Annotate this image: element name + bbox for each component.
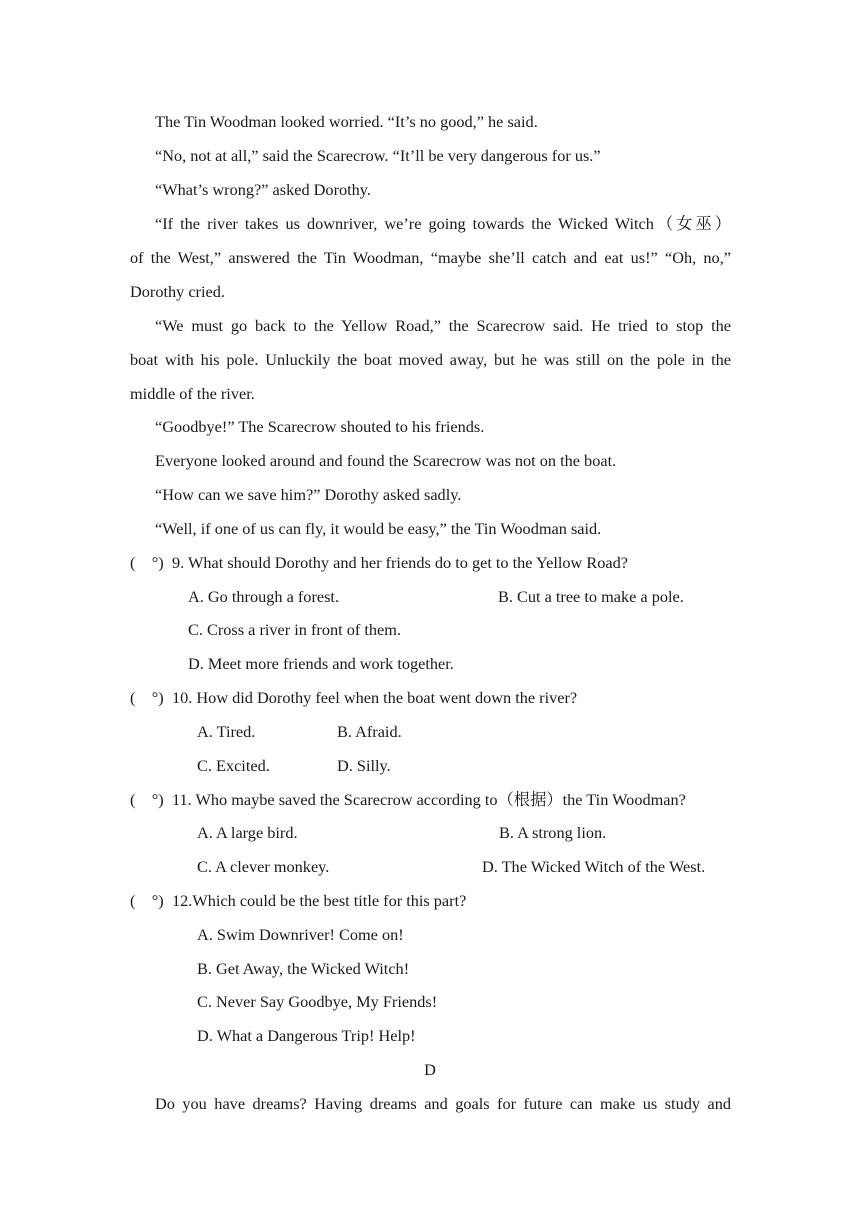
story-paragraph-3: “What’s wrong?” asked Dorothy. (155, 180, 371, 199)
question-12-option-b: B. Get Away, the Wicked Witch! (197, 959, 410, 978)
story-paragraph-5-line-3: middle of the river. (130, 384, 255, 403)
answer-blank-10[interactable]: ( °) (130, 688, 164, 707)
answer-blank-11[interactable]: ( °) (130, 790, 164, 809)
story-paragraph-9: “Well, if one of us can fly, it would be easy,” the Tin Woodman said. (155, 519, 602, 538)
section-heading-d: D (424, 1060, 436, 1079)
question-10-text: 10. How did Dorothy feel when the boat went down the river? (172, 688, 578, 707)
section-d-paragraph-line-1: Do you have dreams? Having dreams and goals for future can make us study and (155, 1094, 731, 1113)
question-10-option-d: D. Silly. (337, 756, 391, 775)
story-paragraph-4-line-1: “If the river takes us downriver, we’re going towards the Wicked Witch（女巫） (155, 214, 731, 233)
question-10 (130, 688, 577, 708)
question-9-text: 9. What should Dorothy and her friends do to get to the Yellow Road? (172, 553, 628, 572)
question-12-option-d: D. What a Dangerous Trip! Help! (197, 1026, 416, 1045)
story-paragraph-2: “No, not at all,” said the Scarecrow. “It’ll be very dangerous for us.” (155, 146, 601, 165)
answer-blank-12[interactable]: ( °) (130, 891, 164, 910)
question-11 (130, 790, 686, 810)
question-9-option-d: D. Meet more friends and work together. (188, 654, 454, 673)
question-12 (130, 891, 466, 911)
question-9 (130, 553, 628, 573)
question-12-option-c: C. Never Say Goodbye, My Friends! (197, 992, 438, 1011)
story-paragraph-8: “How can we save him?” Dorothy asked sadly. (155, 485, 462, 504)
story-paragraph-5-line-1: “We must go back to the Yellow Road,” the Scarecrow said. He tried to stop the (155, 316, 731, 335)
story-paragraph-1: The Tin Woodman looked worried. “It’s no good,” he said. (155, 112, 538, 131)
question-11-option-d: D. The Wicked Witch of the West. (482, 857, 706, 876)
question-11-text: 11. Who maybe saved the Scarecrow according to（根据）the Tin Woodman? (172, 790, 686, 809)
question-11-option-b: B. A strong lion. (499, 823, 607, 842)
question-11-option-a: A. A large bird. (197, 823, 298, 842)
question-10-option-b: B. Afraid. (337, 722, 402, 741)
question-9-option-b: B. Cut a tree to make a pole. (498, 587, 684, 606)
question-10-option-a: A. Tired. (197, 722, 256, 741)
question-10-option-c: C. Excited. (197, 756, 270, 775)
story-paragraph-7: Everyone looked around and found the Scarecrow was not on the boat. (155, 451, 617, 470)
question-12-text: 12.Which could be the best title for this part? (172, 891, 467, 910)
question-9-option-a: A. Go through a forest. (188, 587, 340, 606)
question-12-option-a: A. Swim Downriver! Come on! (197, 925, 404, 944)
story-paragraph-4-line-2: of the West,” answered the Tin Woodman, “maybe she’ll catch and eat us!” “Oh, no,” (130, 248, 731, 267)
story-paragraph-6: “Goodbye!” The Scarecrow shouted to his friends. (155, 417, 485, 436)
answer-blank-9[interactable]: ( °) (130, 553, 164, 572)
question-9-option-c: C. Cross a river in front of them. (188, 620, 401, 639)
story-paragraph-5-line-2: boat with his pole. Unluckily the boat moved away, but he was still on the pole in the (130, 350, 731, 369)
question-11-option-c: C. A clever monkey. (197, 857, 330, 876)
story-paragraph-4-line-3: Dorothy cried. (130, 282, 225, 301)
